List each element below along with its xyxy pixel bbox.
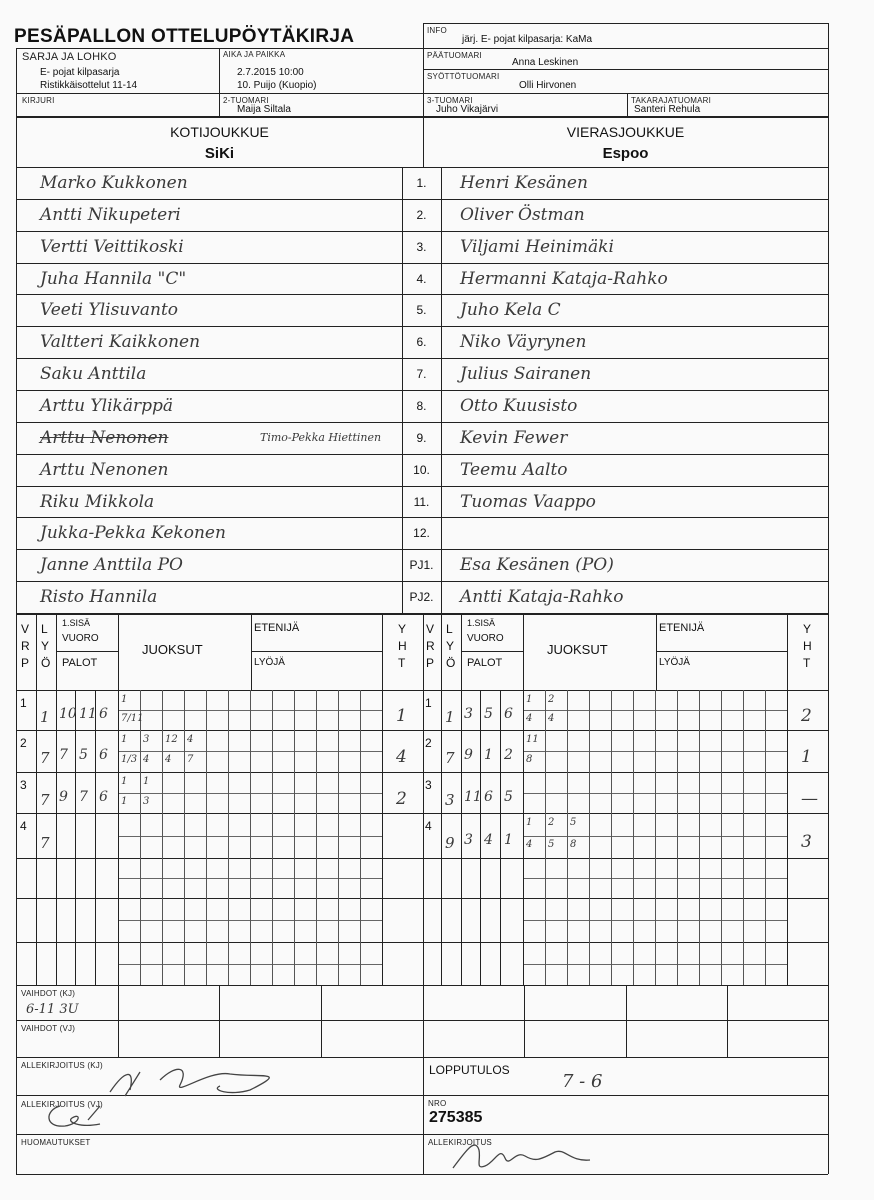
batter-number: 6 bbox=[99, 788, 108, 805]
info-value: järj. E- pojat kilpasarja: KaMa bbox=[462, 34, 593, 45]
away-player-name: Otto Kuusisto bbox=[460, 396, 578, 417]
col-r: R bbox=[426, 639, 435, 653]
umpire2-label: 2-TUOMARI bbox=[223, 96, 269, 105]
period-total: — bbox=[801, 788, 818, 809]
run-top: 4 bbox=[187, 734, 194, 745]
run-top: 1 bbox=[121, 776, 128, 787]
roster-number: PJ2. bbox=[409, 590, 434, 605]
roster-number: 4. bbox=[416, 271, 427, 286]
run-bottom: 5 bbox=[548, 838, 555, 850]
away-player-name: Niko Väyrynen bbox=[460, 332, 587, 353]
home-player-name: Veeti Ylisuvanto bbox=[40, 300, 179, 321]
roster-number: 12. bbox=[413, 526, 430, 541]
home-player-name: Risto Hannila bbox=[40, 587, 158, 608]
period-l: 1 bbox=[40, 708, 50, 726]
head-umpire-label: PÄÄTUOMARI bbox=[427, 51, 482, 60]
batter-number: 2 bbox=[504, 747, 513, 763]
home-player-name: Saku Anttila bbox=[40, 364, 147, 385]
run-top: 2 bbox=[548, 817, 555, 828]
run-top: 5 bbox=[570, 817, 577, 828]
col-palot: PALOT bbox=[467, 657, 503, 669]
away-player-name: Juho Kela C bbox=[460, 300, 561, 321]
batter-number: 7 bbox=[59, 747, 68, 763]
run-top: 1 bbox=[121, 694, 128, 705]
home-team-label: KOTIJOUKKUE bbox=[170, 124, 269, 140]
run-bottom: 4 bbox=[526, 838, 533, 850]
back-umpire-label: TAKARAJATUOMARI bbox=[631, 96, 712, 105]
recorder-label: KIRJURI bbox=[22, 96, 55, 105]
period-number: 2 bbox=[20, 736, 27, 750]
col-yht-h: H bbox=[398, 639, 407, 653]
batter-number: 9 bbox=[464, 747, 473, 763]
period-total: 1 bbox=[801, 747, 812, 767]
col-etenija: ETENIJÄ bbox=[254, 622, 300, 634]
period-l: 1 bbox=[445, 708, 455, 726]
batter-number: 11 bbox=[79, 706, 97, 722]
col-yht-t: T bbox=[803, 656, 811, 670]
sign-home-label: ALLEKIRJOITUS (KJ) bbox=[21, 1061, 103, 1070]
away-player-name: Julius Sairanen bbox=[460, 364, 592, 385]
run-top: 1 bbox=[526, 817, 533, 828]
period-number: 3 bbox=[425, 778, 432, 792]
run-bottom: 8 bbox=[570, 838, 577, 850]
col-v: V bbox=[21, 622, 30, 636]
col-yht-t: T bbox=[398, 656, 406, 670]
col-o: Ö bbox=[446, 656, 456, 670]
run-top: 3 bbox=[143, 734, 150, 745]
home-player-name: Vertti Veittikoski bbox=[40, 236, 184, 257]
subs-home-label: VAIHDOT (KJ) bbox=[21, 989, 76, 998]
away-signature bbox=[40, 1098, 130, 1134]
period-l: 7 bbox=[40, 790, 50, 809]
umpire2-value: Maija Siltala bbox=[237, 104, 291, 115]
run-bottom: 4 bbox=[526, 713, 533, 724]
pitch-umpire-value: Olli Hirvonen bbox=[519, 80, 577, 91]
batter-number: 6 bbox=[504, 706, 513, 722]
run-bottom: 1/3 bbox=[121, 754, 138, 765]
roster-number: 6. bbox=[416, 335, 427, 350]
batter-number: 5 bbox=[504, 788, 513, 805]
away-player-name: Esa Kesänen (PO) bbox=[460, 555, 614, 576]
home-player-name: Arttu Ylikärppä bbox=[40, 396, 173, 417]
away-player-name: Tuomas Vaappo bbox=[460, 491, 596, 512]
run-bottom: 8 bbox=[526, 754, 533, 765]
batter-number: 6 bbox=[99, 706, 108, 722]
away-player-name: Oliver Östman bbox=[460, 204, 585, 225]
col-sisa: 1.SISÄ bbox=[467, 618, 496, 628]
col-yht-y: Y bbox=[398, 622, 407, 636]
period-number: 4 bbox=[20, 819, 27, 833]
roster-number: 9. bbox=[416, 430, 427, 445]
batter-number: 1 bbox=[484, 747, 493, 763]
roster-number: PJ1. bbox=[409, 558, 434, 573]
away-team-label: VIERASJOUKKUE bbox=[566, 124, 685, 140]
period-total: 2 bbox=[801, 706, 812, 726]
run-bottom: 1 bbox=[121, 795, 128, 807]
series-line1: E- pojat kilpasarja bbox=[40, 67, 120, 78]
run-bottom: 7 bbox=[187, 754, 194, 765]
col-vuoro: VUORO bbox=[467, 633, 504, 644]
series-label: SARJA JA LOHKO bbox=[22, 51, 117, 63]
col-v: V bbox=[426, 622, 435, 636]
period-l: 3 bbox=[445, 790, 455, 809]
col-y: Y bbox=[41, 639, 50, 653]
period-l: 7 bbox=[40, 833, 50, 852]
subs-away-label: VAIHDOT (VJ) bbox=[21, 1024, 76, 1033]
time-label: AIKA JA PAIKKA bbox=[223, 50, 286, 59]
roster-number: 2. bbox=[416, 207, 427, 222]
home-player-name: Janne Anttila PO bbox=[40, 555, 183, 576]
period-l: 9 bbox=[445, 833, 455, 852]
home-signature bbox=[100, 1060, 300, 1100]
run-bottom: 7/11 bbox=[121, 713, 144, 724]
away-player-name: Teemu Aalto bbox=[460, 459, 568, 480]
col-l: L bbox=[41, 622, 48, 636]
away-player-name: Antti Kataja-Rahko bbox=[460, 587, 624, 608]
nro-label: NRO bbox=[428, 1099, 447, 1108]
home-player-name: Juha Hannila "C" bbox=[40, 268, 187, 289]
period-total: 1 bbox=[396, 706, 407, 726]
batter-number: 4 bbox=[484, 831, 493, 848]
batter-number: 5 bbox=[79, 747, 88, 763]
batter-number: 6 bbox=[99, 747, 108, 763]
official-signature bbox=[445, 1132, 595, 1174]
col-p: P bbox=[21, 656, 30, 670]
batter-number: 9 bbox=[59, 788, 68, 805]
series-line2: Ristikkäisottelut 11-14 bbox=[40, 80, 138, 91]
home-player-name: Antti Nikupeteri bbox=[40, 204, 181, 225]
period-number: 3 bbox=[20, 778, 27, 792]
home-player-name: Timo-Pekka Hiettinen bbox=[260, 430, 382, 444]
period-total: 3 bbox=[801, 831, 812, 852]
period-l: 7 bbox=[445, 749, 455, 767]
notes-label: HUOMAUTUKSET bbox=[21, 1138, 91, 1147]
col-etenija: ETENIJÄ bbox=[659, 622, 705, 634]
period-number: 1 bbox=[425, 696, 432, 710]
home-player-name: Valtteri Kaikkonen bbox=[40, 332, 201, 353]
batter-number: 5 bbox=[484, 706, 493, 722]
page-title: PESÄPALLON OTTELUPÖYTÄKIRJA bbox=[14, 26, 355, 47]
col-yht-y: Y bbox=[803, 622, 812, 636]
run-top: 2 bbox=[548, 694, 555, 705]
batter-number: 6 bbox=[484, 788, 493, 805]
run-bottom: 4 bbox=[165, 754, 172, 765]
batter-number: 11 bbox=[464, 788, 482, 805]
run-top: 11 bbox=[526, 734, 539, 745]
back-umpire-value: Santeri Rehula bbox=[634, 104, 701, 115]
batter-number: 3 bbox=[464, 831, 473, 848]
roster-number: 7. bbox=[416, 367, 427, 382]
away-player-name: Viljami Heinimäki bbox=[460, 236, 614, 257]
info-label: INFO bbox=[427, 26, 447, 35]
home-player-name: Arttu Nenonen bbox=[40, 459, 169, 480]
home-player-name: Riku Mikkola bbox=[40, 491, 155, 512]
batter-number: 1 bbox=[504, 831, 513, 848]
period-number: 1 bbox=[20, 696, 27, 710]
home-player-name: Jukka-Pekka Kekonen bbox=[40, 523, 226, 544]
col-vuoro: VUORO bbox=[62, 633, 99, 644]
umpire3-value: Juho Vikajärvi bbox=[436, 104, 499, 115]
run-top: 1 bbox=[121, 734, 128, 745]
run-bottom: 3 bbox=[143, 795, 150, 807]
col-l: L bbox=[446, 622, 453, 636]
col-y: Y bbox=[446, 639, 455, 653]
umpire3-label: 3-TUOMARI bbox=[427, 96, 473, 105]
run-bottom: 4 bbox=[548, 713, 555, 724]
nro-value: 275385 bbox=[429, 1109, 483, 1126]
run-top: 12 bbox=[165, 734, 178, 745]
col-yht-h: H bbox=[803, 639, 812, 653]
period-total: 2 bbox=[396, 788, 407, 809]
time-line1: 2.7.2015 10:00 bbox=[237, 67, 304, 78]
col-lyoja: LYÖJÄ bbox=[254, 657, 285, 668]
time-line2: 10. Puijo (Kuopio) bbox=[237, 80, 317, 91]
run-top: 1 bbox=[526, 694, 533, 705]
period-l: 7 bbox=[40, 749, 50, 767]
run-bottom: 4 bbox=[143, 754, 150, 765]
roster-number: 5. bbox=[416, 303, 427, 318]
roster-number: 8. bbox=[416, 399, 427, 414]
roster-number: 10. bbox=[413, 462, 430, 477]
struck-player-name: Arttu Nenonen bbox=[40, 427, 169, 448]
away-player-name: Hermanni Kataja-Rahko bbox=[460, 268, 668, 289]
subs-home-value: 6-11 3U bbox=[26, 1002, 79, 1017]
run-top: 1 bbox=[143, 776, 150, 787]
pitch-umpire-label: SYÖTTÖTUOMARI bbox=[427, 72, 500, 81]
col-lyoja: LYÖJÄ bbox=[659, 657, 690, 668]
roster-number: 1. bbox=[416, 176, 427, 190]
away-player-name: Kevin Fewer bbox=[460, 427, 568, 448]
period-total: 4 bbox=[396, 747, 407, 767]
roster-number: 3. bbox=[416, 239, 427, 254]
home-team-name: SiKi bbox=[204, 145, 235, 162]
head-umpire-value: Anna Leskinen bbox=[512, 57, 579, 68]
period-number: 2 bbox=[425, 736, 432, 750]
home-player-name: Marko Kukkonen bbox=[40, 173, 188, 193]
batter-number: 10 bbox=[59, 706, 77, 722]
batter-number: 7 bbox=[79, 788, 88, 805]
col-palot: PALOT bbox=[62, 657, 98, 669]
result-label: LOPPUTULOS bbox=[429, 1063, 510, 1077]
away-team-name: Espoo bbox=[602, 145, 649, 162]
col-p: P bbox=[426, 656, 435, 670]
col-juoksut: JUOKSUT bbox=[142, 642, 203, 657]
away-player-name: Henri Kesänen bbox=[460, 173, 588, 193]
col-r: R bbox=[21, 639, 30, 653]
col-sisa: 1.SISÄ bbox=[62, 618, 91, 628]
period-number: 4 bbox=[425, 819, 432, 833]
col-o: Ö bbox=[41, 656, 51, 670]
roster-number: 11. bbox=[413, 494, 430, 509]
batter-number: 3 bbox=[464, 706, 473, 722]
sign-away-label: ALLEKIRJOITUS (VJ) bbox=[21, 1100, 103, 1109]
result-value: 7 - 6 bbox=[562, 1071, 603, 1092]
col-juoksut: JUOKSUT bbox=[547, 642, 608, 657]
sign-label: ALLEKIRJOITUS bbox=[428, 1138, 492, 1147]
